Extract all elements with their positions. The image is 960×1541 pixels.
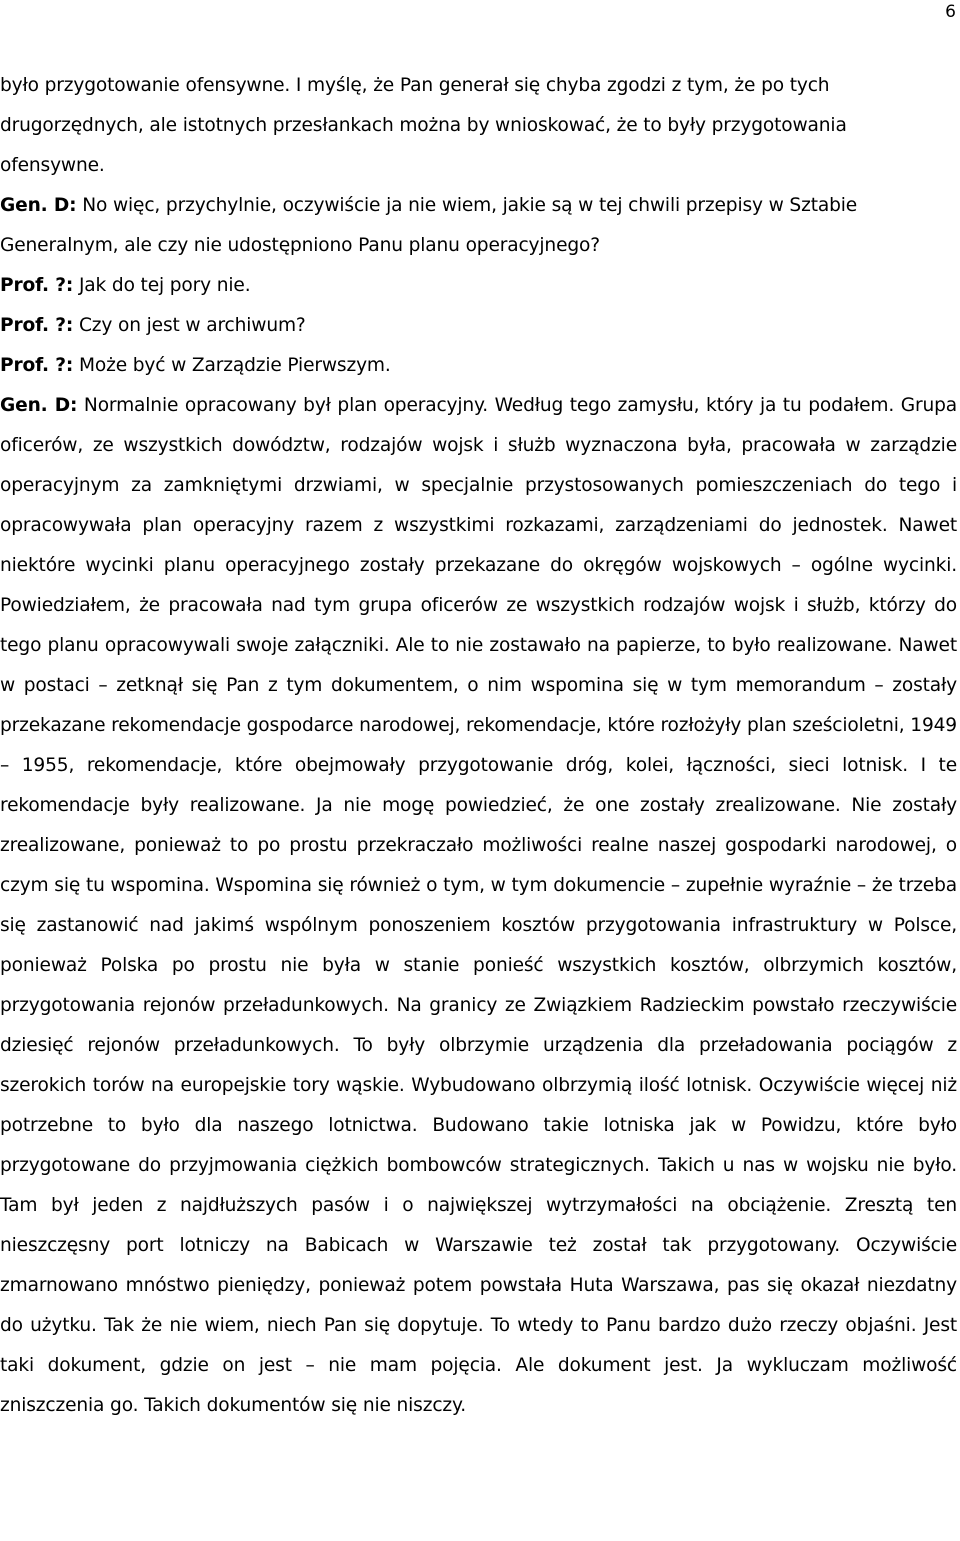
speaker-label: Gen. D: <box>0 395 78 416</box>
paragraph-text: Normalnie opracowany był plan operacyjny. Według tego zamysłu, który ja tu podałem. Grupa oficerów, ze wszystkich dowództw, rodzajów wojsk i służb wyznaczona była, pracowała w zarządzie operacyjnym za zamkniętymi drzwiami, w specjalnie przystosowanych pomieszczeniach do tego i opracowywała plan operacyjny razem z wszystkimi rozkazami, zarządzeniami do jednostek. Nawet niektóre wycinki planu operacyjnego zostały przekazane do okręgów wojskowych – ogólne wycinki. Powiedziałem, że pracowała nad tym grupa oficerów ze wszystkich rodzajów wojsk i służb, którzy do tego planu opracowywali swoje załączniki. Ale to nie zostawało na papierze, to było realizowane. Nawet w postaci – zetknął się Pan z tym dokumentem, o nim wspomina się w tym memorandum – zostały przekazane rekomendacje gospodarce narodowej, rekomendacje, które rozłożyły plan sześcioletni, 1949 – 1955, rekomendacje, które obejmowały przygotowanie dróg, kolei, łączności, sieci lotnisk. I te rekomendacje były realizowane. Ja nie mogę powiedzieć, że one zostały zrealizowane. Nie zostały zrealizowane, ponieważ to po prostu przekraczało możliwości realne naszej gospodarki narodowej, o czym się tu wspomina. Wspomina się również o tym, w tym dokumencie – zupełnie wyraźnie – że trzeba się zastanowić nad jakimś wspólnym ponoszeniem kosztów przygotowania infrastruktury w Polsce, ponieważ Polska po prostu nie była w stanie ponieść wszystkich kosztów, olbrzymich kosztów, przygotowania rejonów przeładunkowych. Na granicy ze Związkiem Radzieckim powstało rzeczywiście dziesięć rejonów przeładunkowych. To były olbrzymie urządzenia dla przeładowania pociągów z szerokich torów na europejskie tory wąskie. Wybudowano olbrzymią ilość lotnisk. Oczywiście więcej niż potrzebne to było dla naszego lotnictwa. Budowano takie lotniska jak w Powidzu, które było przygotowane do przyjmowania ciężkich bombowców strategicznych. Takich u nas w wojsku nie było. Tam był jeden z najdłuższych pasów i o największej wytrzymałości na obciążenie. Zresztą ten nieszczęsny port lotniczy na Babicach w Warszawie też został tak przygotowany. Oczywiście zmarnowano mnóstwo pieniędzy, ponieważ potem powstała Huta Warszawa, pas się okazał niezdatny do użytku. Tak że nie wiem, niech Pan się dopytuje. To wtedy to Panu bardzo dużo rzeczy objaśni. Jest taki dokument, gdzie on jest – nie mam pojęcia. Ale dokument jest. Ja wykluczam możliwość zniszczenia go. Takich dokumentów się nie niszczy. <box>0 395 958 1416</box>
paragraph-prof-answer <box>0 266 957 306</box>
speaker-label: Prof. ?: <box>0 355 74 376</box>
speaker-label: Prof. ?: <box>0 275 74 296</box>
document-body <box>0 66 957 1426</box>
paragraph-text: Jak do tej pory nie. <box>73 275 251 296</box>
page-number: 6 <box>945 2 956 22</box>
speaker-label: Prof. ?: <box>0 315 74 336</box>
paragraph-text: No więc, przychylnie, oczywiście ja nie wiem, jakie są w tej chwili przepisy w Sztabie Generalnym, ale czy nie udostępniono Panu planu operacyjnego? <box>0 195 858 256</box>
paragraph-text: było przygotowanie ofensywne. I myślę, że Pan generał się chyba zgodzi z tym, że po tych drugorzędnych, ale istotnych przesłankach można by wnioskować, że to były przygotowania ofensywne. <box>0 75 847 176</box>
paragraph-gen-d-question <box>0 186 957 266</box>
paragraph-gen-d-statement <box>0 386 957 1426</box>
paragraph-text: Czy on jest w archiwum? <box>73 315 306 336</box>
speaker-label: Gen. D: <box>0 195 77 216</box>
paragraph-text: Może być w Zarządzie Pierwszym. <box>73 355 391 376</box>
paragraph-prof-reply <box>0 346 957 386</box>
paragraph-continuation <box>0 66 957 186</box>
paragraph-prof-question <box>0 306 957 346</box>
